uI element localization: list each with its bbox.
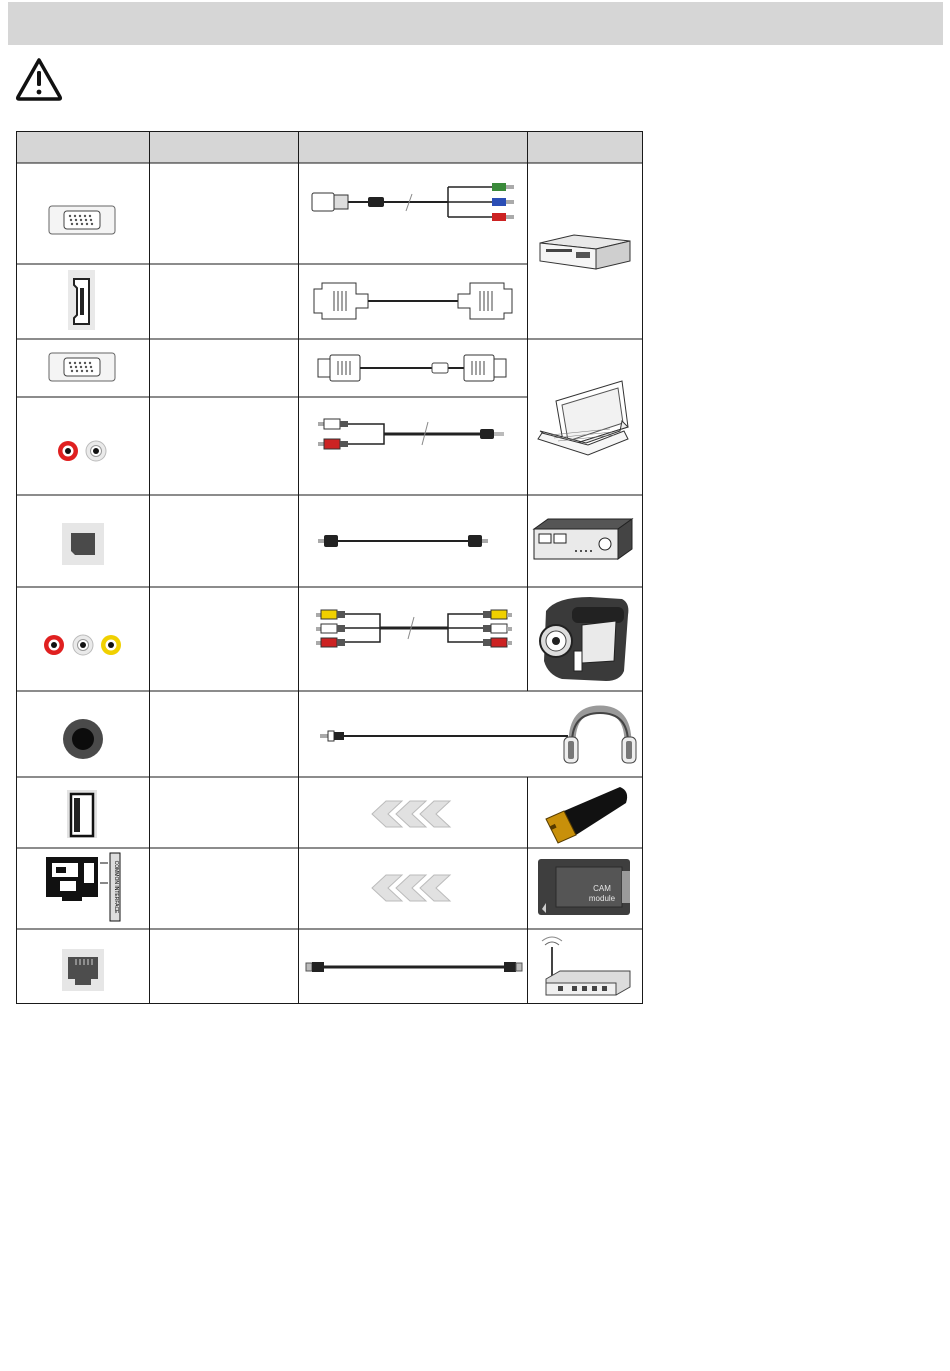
header-band <box>8 2 943 45</box>
ethernet-port-icon <box>62 949 104 991</box>
insert-arrows-icon-usb <box>372 801 450 827</box>
connections-table <box>16 131 643 1004</box>
usb-stick-icon <box>546 787 627 843</box>
headphones-icon <box>564 709 636 763</box>
usb-port-icon <box>67 790 97 838</box>
ci-slot-label: COMMON INTERFACE <box>113 860 119 914</box>
cam-label-line2: module <box>588 894 616 903</box>
rca-to-minijack-cable-icon <box>318 419 504 449</box>
insert-arrows-icon-ci <box>372 875 450 901</box>
cam-label-line1: CAM <box>593 884 611 893</box>
hdmi-cable-icon <box>314 283 512 319</box>
router-icon <box>542 937 630 995</box>
amplifier-icon <box>534 519 632 559</box>
av-rca-ports-icon <box>44 635 121 655</box>
hdmi-port-icon <box>68 270 95 330</box>
laptop-icon <box>538 381 628 455</box>
av-rca-cable-icon <box>316 610 512 647</box>
vga-to-component-cable-icon <box>312 183 514 221</box>
vga-cable-icon <box>318 355 506 381</box>
camcorder-icon <box>540 597 628 681</box>
vga-component-port-icon <box>49 206 115 234</box>
ci-slot-icon <box>46 853 120 921</box>
ethernet-cable-icon <box>306 962 522 972</box>
audio-lr-ports-icon <box>58 441 106 461</box>
headphone-jack-icon <box>63 719 103 759</box>
optical-cable-icon <box>318 535 488 547</box>
headphone-cable-icon <box>320 731 568 741</box>
vga-port-icon <box>49 353 115 381</box>
optical-spdif-port-icon <box>62 523 104 565</box>
dvd-player-icon <box>540 235 630 269</box>
warning-triangle-icon <box>14 56 64 102</box>
cam-module-icon <box>538 859 630 915</box>
table-header-row <box>16 131 643 163</box>
